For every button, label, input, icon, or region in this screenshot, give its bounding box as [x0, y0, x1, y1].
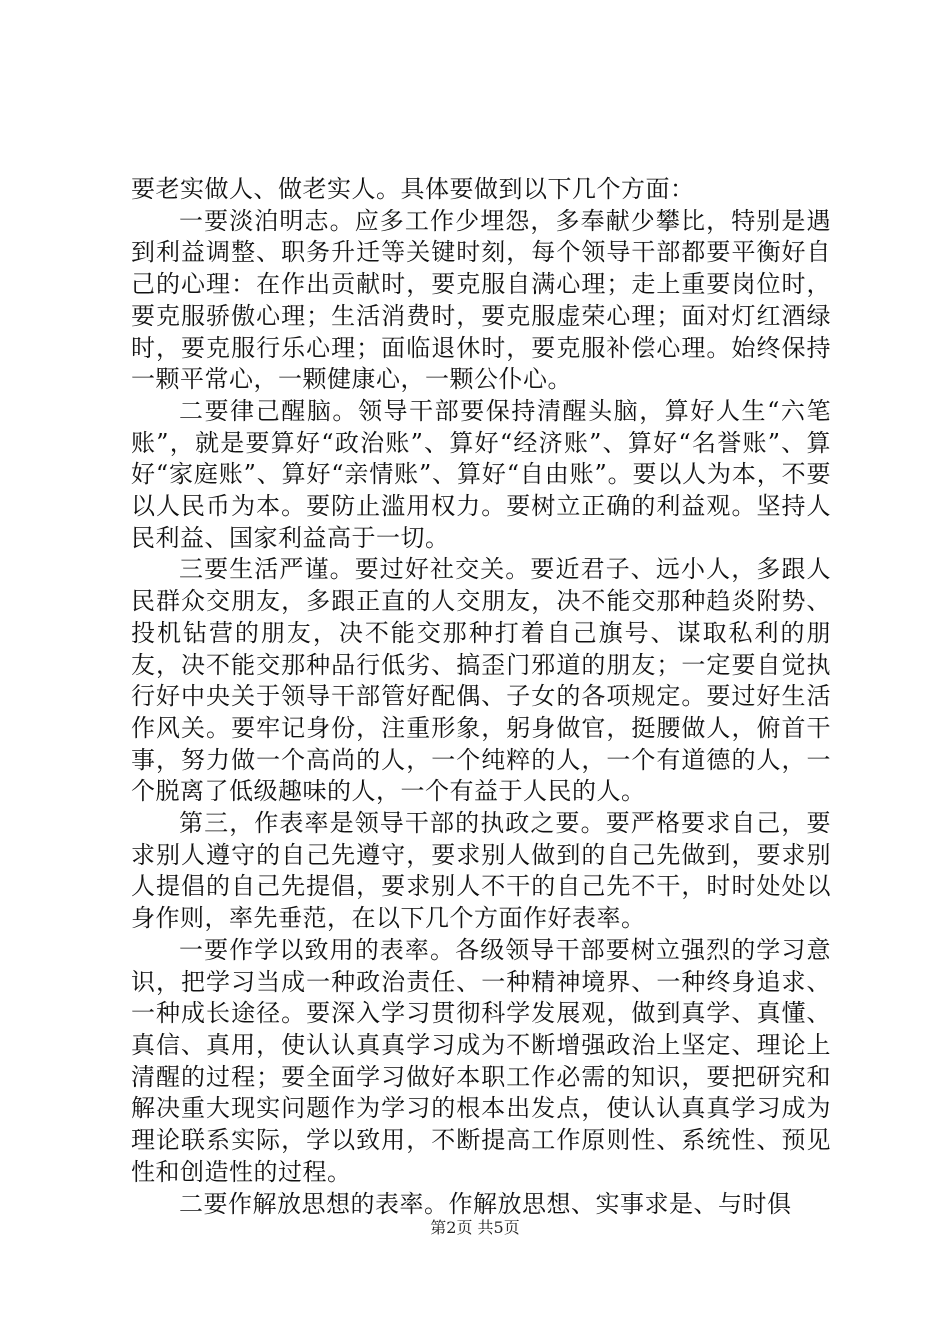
body-paragraph: 一要淡泊明志。应多工作少埋怨，多奉献少攀比，特别是遇到利益调整、职务升迁等关键时刻，每个领导干部都要平衡好自己的心理：在作出贡献时，要克服自满心理；走上重要岗位时，要克服骄傲心理；生活消费时，要克服虚荣心理；面对灯红酒绿时，要克服行乐心理；面临退休时，要克服补偿心理。始终保持一颗平常心，一颗健康心，一颗公仆心。: [131, 206, 831, 394]
body-paragraph: 第三，作表率是领导干部的执政之要。要严格要求自己，要求别人遵守的自己先遵守，要求别人做到的自己先做到，要求别人提倡的自己先提倡，要求别人不干的自己先不干，时时处处以身作则，率先垂范，在以下几个方面作好表率。: [131, 809, 831, 933]
body-paragraph: 要老实做人、做老实人。具体要做到以下几个方面：: [131, 175, 695, 203]
body-paragraph: 二要律己醒脑。领导干部要保持清醒头脑，算好人生“六笔账”，就是要算好“政治账”、算好“经济账”、算好“名誉账”、算好“家庭账”、算好“亲情账”、算好“自由账”。要以人为本，不要以人民币为本。要防止滥用权力。要树立正确的利益观。坚持人民利益、国家利益高于一切。: [131, 396, 831, 552]
body-paragraph: 二要作解放思想的表率。作解放思想、实事求是、与时俱: [179, 1189, 792, 1218]
page-footer: 第2页 共5页: [430, 1218, 520, 1237]
body-paragraph: 一要作学以致用的表率。各级领导干部要树立强烈的学习意识，把学习当成一种政治责任、一种精神境界、一种终身追求、一种成长途径。要深入学习贯彻科学发展观，做到真学、真懂、真信、真用，使认认真真学习成为不断增强政治上坚定、理论上清醒的过程；要全面学习做好本职工作必需的知识，要把研究和解决重大现实问题作为学习的根本出发点，使认认真真学习成为理论联系实际，学以致用，不断提高工作原则性、系统性、预见性和创造性的过程。: [131, 935, 831, 1186]
body-paragraph: 三要生活严谨。要过好社交关。要近君子、远小人，多跟人民群众交朋友，多跟正直的人交朋友，决不能交那种趋炎附势、投机钻营的朋友，决不能交那种打着自己旗号、谋取私利的朋友，决不能交那种品行低劣、搞歪门邪道的朋友；一定要自觉执行好中央关于领导干部管好配偶、子女的各项规定。要过好生活作风关。要牢记身份，注重形象，躬身做官，挺腰做人，俯首干事，努力做一个高尚的人，一个纯粹的人，一个有道德的人，一个脱离了低级趣味的人，一个有益于人民的人。: [131, 555, 831, 806]
document-body: [131, 174, 831, 1220]
